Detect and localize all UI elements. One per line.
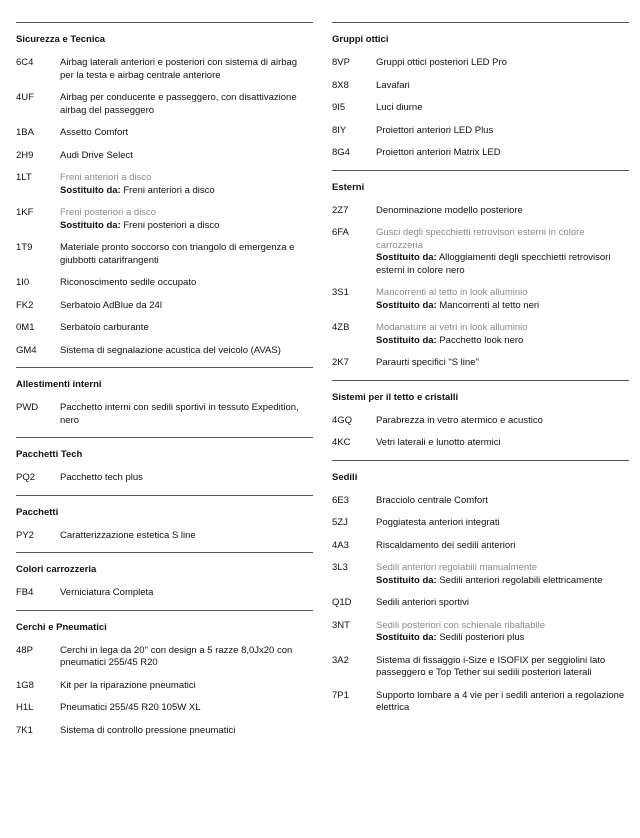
replacement-option: Freni anteriori a disco xyxy=(123,184,215,196)
section-colori-carrozzeria xyxy=(16,552,313,600)
equipment-item xyxy=(16,172,313,197)
option-description: Riscaldamento dei sedili anteriori xyxy=(376,539,516,551)
option-description: Airbag per conducente e passeggero, con disattivazione airbag del passeggero xyxy=(60,92,297,116)
option-description: Sistema di segnalazione acustica del veicolo (AVAS) xyxy=(60,344,281,356)
option-description: Caratterizzazione estetica S line xyxy=(60,529,196,541)
replaced-option: Gusci degli specchietti retrovisori esterni in colore carrozzeria xyxy=(376,227,585,251)
equipment-item xyxy=(16,725,313,738)
equipment-item xyxy=(16,300,313,313)
option-code: 3A2 xyxy=(332,654,349,666)
replacement-line xyxy=(376,632,629,645)
equipment-item xyxy=(332,562,629,587)
option-code: 4GQ xyxy=(332,414,353,426)
option-description: Parabrezza in vetro atermico e acustico xyxy=(376,414,543,426)
option-code: 4ZB xyxy=(332,322,350,333)
option-description: Paraurti specifici "S line" xyxy=(376,357,479,368)
option-code: GM4 xyxy=(16,344,37,356)
replaced-by-label: Sostituito da: xyxy=(376,574,437,586)
equipment-item xyxy=(16,57,313,82)
equipment-item xyxy=(16,587,313,600)
option-description: Sistema di fissaggio i-Size e ISOFIX per seggiolini lato passeggero e Top Tether sui sedili posteriori laterali xyxy=(376,654,606,678)
equipment-item xyxy=(16,472,313,485)
option-code: 2K7 xyxy=(332,357,349,368)
option-description: Verniciatura Completa xyxy=(60,587,154,598)
option-description: Proiettori anteriori Matrix LED xyxy=(376,147,501,158)
equipment-item xyxy=(16,345,313,358)
right-column xyxy=(332,22,629,725)
equipment-item xyxy=(16,242,313,267)
replaced-option: Freni posteriori a disco xyxy=(60,207,157,218)
replacement-option: Pacchetto look nero xyxy=(439,334,524,346)
option-description xyxy=(60,207,313,232)
section-title: Gruppi ottici xyxy=(332,34,389,45)
option-description: Serbatoio AdBlue da 24l xyxy=(60,299,162,311)
replacement-line xyxy=(376,575,629,588)
section-cerchi-e-pneumatici xyxy=(16,610,313,738)
option-code: 0M1 xyxy=(16,322,35,333)
equipment-item xyxy=(16,92,313,117)
option-description: Supporto lombare a 4 vie per i sedili anteriori a regolazione elettrica xyxy=(376,689,625,713)
option-code: 3S1 xyxy=(332,287,349,298)
replaced-by-label: Sostituito da: xyxy=(376,299,437,311)
option-code: 4UF xyxy=(16,92,34,103)
replacement-line xyxy=(376,252,629,277)
section-title: Sistemi per il tetto e cristalli xyxy=(332,391,459,403)
option-description: Cerchi in lega da 20'' con design a 5 razze 8,0Jx20 con pneumatici 255/45 R20 xyxy=(60,644,293,668)
replacement-option: Freni posteriori a disco xyxy=(123,219,220,231)
section-title: Cerchi e Pneumatici xyxy=(16,621,107,633)
replaced-option: Mancorrenti al tetto in look alluminio xyxy=(376,287,528,298)
option-description: Pneumatici 255/45 R20 105W XL xyxy=(60,702,201,713)
option-description: Proiettori anteriori LED Plus xyxy=(376,124,494,136)
section-gruppi-ottici xyxy=(332,22,629,160)
option-code: 3L3 xyxy=(332,562,348,573)
replaced-by-label: Sostituito da: xyxy=(376,334,437,346)
option-code: 6E3 xyxy=(332,494,349,506)
equipment-item xyxy=(332,517,629,530)
equipment-item xyxy=(332,227,629,277)
option-code: 6C4 xyxy=(16,57,34,68)
section-title: Esterni xyxy=(332,181,365,193)
option-code: 7K1 xyxy=(16,724,33,736)
section-allestimenti-interni xyxy=(16,367,313,427)
option-description: Gruppi ottici posteriori LED Pro xyxy=(376,57,507,68)
replaced-by-label: Sostituito da: xyxy=(376,632,437,643)
section-title: Sedili xyxy=(332,471,358,483)
equipment-item xyxy=(16,150,313,163)
option-code: H1L xyxy=(16,702,34,713)
equipment-item xyxy=(16,645,313,670)
equipment-item xyxy=(332,322,629,347)
option-description: Airbag laterali anteriori e posteriori con sistema di airbag per la testa e airbag centrale anteriore xyxy=(60,57,298,81)
replaced-by-label: Sostituito da: xyxy=(60,184,121,196)
replacement-line xyxy=(376,335,629,348)
option-code: 8VP xyxy=(332,57,350,68)
option-code: 4KC xyxy=(332,437,351,448)
option-code: 3NT xyxy=(332,619,350,631)
option-description: Lavafari xyxy=(376,79,410,91)
equipment-item xyxy=(332,287,629,312)
replacement-line xyxy=(60,220,313,233)
equipment-item xyxy=(16,702,313,715)
equipment-item xyxy=(332,80,629,93)
replaced-by-label: Sostituito da: xyxy=(376,252,437,263)
option-code: FB4 xyxy=(16,587,34,598)
option-description: Kit per la riparazione pneumatici xyxy=(60,679,196,691)
option-description: Pacchetto tech plus xyxy=(60,472,143,483)
option-code: 8IY xyxy=(332,124,347,136)
option-description xyxy=(376,322,629,347)
option-description: Sedili anteriori sportivi xyxy=(376,597,469,608)
equipment-item xyxy=(332,495,629,508)
section-pacchetti xyxy=(16,495,313,543)
option-code: 9I5 xyxy=(332,102,346,113)
section-title: Colori carrozzeria xyxy=(16,564,97,575)
section-sicurezza-e-tecnica xyxy=(16,22,313,357)
equipment-item xyxy=(332,415,629,428)
equipment-item xyxy=(332,620,629,645)
replacement-line xyxy=(376,300,629,313)
section-sistemi-per-il-tetto-e-cristalli xyxy=(332,380,629,450)
equipment-item xyxy=(332,147,629,160)
equipment-item xyxy=(16,530,313,543)
option-description: Serbatoio carburante xyxy=(60,322,149,333)
option-description: Vetri laterali e lunotto atermici xyxy=(376,437,501,448)
option-description xyxy=(60,172,313,197)
section-title: Pacchetti Tech xyxy=(16,449,83,460)
equipment-item xyxy=(332,102,629,115)
option-code: 1BA xyxy=(16,127,34,138)
option-description xyxy=(376,287,629,312)
equipment-item xyxy=(332,655,629,680)
option-code: 1LT xyxy=(16,172,32,183)
section-sedili xyxy=(332,460,629,715)
left-column xyxy=(16,22,313,747)
replaced-option: Sedili anteriori regolabili manualmente xyxy=(376,562,538,573)
replacement-option: Alloggiamenti degli specchietti retrovisori esterni in colore nero xyxy=(376,252,611,276)
replaced-option: Sedili posteriori con schienale ribaltabile xyxy=(376,619,545,631)
equipment-item xyxy=(16,322,313,335)
replacement-option: Sedili anteriori regolabili elettricamente xyxy=(439,574,603,586)
option-code: FK2 xyxy=(16,299,34,311)
equipment-item xyxy=(332,57,629,70)
option-description: Assetto Comfort xyxy=(60,127,129,138)
replaced-option: Freni anteriori a disco xyxy=(60,172,152,183)
option-code: 2Z7 xyxy=(332,204,349,216)
option-code: PWD xyxy=(16,402,39,413)
section-title: Allestimenti interni xyxy=(16,379,102,390)
option-code: 8X8 xyxy=(332,79,349,91)
option-description: Denominazione modello posteriore xyxy=(376,204,523,216)
option-description: Luci diurne xyxy=(376,102,423,113)
replacement-line xyxy=(60,185,313,198)
option-code: 8G4 xyxy=(332,147,350,158)
option-description: Sistema di controllo pressione pneumatici xyxy=(60,724,236,736)
option-code: 1G8 xyxy=(16,679,34,691)
section-esterni xyxy=(332,170,629,370)
option-code: 6FA xyxy=(332,227,349,238)
option-code: 1I0 xyxy=(16,277,30,288)
option-code: 1KF xyxy=(16,207,34,218)
option-code: Q1D xyxy=(332,597,352,608)
option-description xyxy=(376,620,629,645)
section-pacchetti-tech xyxy=(16,437,313,485)
option-code: 2H9 xyxy=(16,149,34,161)
option-description xyxy=(376,562,629,587)
option-code: 48P xyxy=(16,644,33,656)
replaced-option: Modanature ai vetri in look alluminio xyxy=(376,322,528,333)
option-description: Audi Drive Select xyxy=(60,149,133,161)
equipment-item xyxy=(332,597,629,610)
equipment-item xyxy=(332,125,629,138)
option-description xyxy=(376,227,629,277)
option-code: 4A3 xyxy=(332,539,349,551)
replaced-by-label: Sostituito da: xyxy=(60,219,121,231)
replacement-option: Mancorrenti al tetto neri xyxy=(439,299,540,311)
option-description: Bracciolo centrale Comfort xyxy=(376,494,488,506)
section-title: Pacchetti xyxy=(16,506,59,518)
option-code: 5ZJ xyxy=(332,517,348,528)
equipment-item xyxy=(332,540,629,553)
option-code: 7P1 xyxy=(332,689,349,701)
option-code: 1T9 xyxy=(16,242,33,253)
equipment-item xyxy=(332,357,629,370)
equipment-item xyxy=(332,205,629,218)
option-description: Riconoscimento sedile occupato xyxy=(60,277,197,288)
option-code: PY2 xyxy=(16,529,34,541)
option-description: Materiale pronto soccorso con triangolo di emergenza e giubbotti catarifrangenti xyxy=(60,242,295,266)
option-code: PQ2 xyxy=(16,472,36,483)
replacement-option: Sedili posteriori plus xyxy=(439,632,525,643)
option-description: Poggiatesta anteriori integrati xyxy=(376,517,500,528)
section-title: Sicurezza e Tecnica xyxy=(16,34,106,45)
equipment-item xyxy=(16,207,313,232)
equipment-item xyxy=(332,690,629,715)
equipment-item xyxy=(16,402,313,427)
equipment-item xyxy=(16,277,313,290)
equipment-item xyxy=(16,127,313,140)
equipment-item xyxy=(16,680,313,693)
equipment-item xyxy=(332,437,629,450)
option-description: Pacchetto interni con sedili sportivi in tessuto Expedition, nero xyxy=(60,402,299,426)
